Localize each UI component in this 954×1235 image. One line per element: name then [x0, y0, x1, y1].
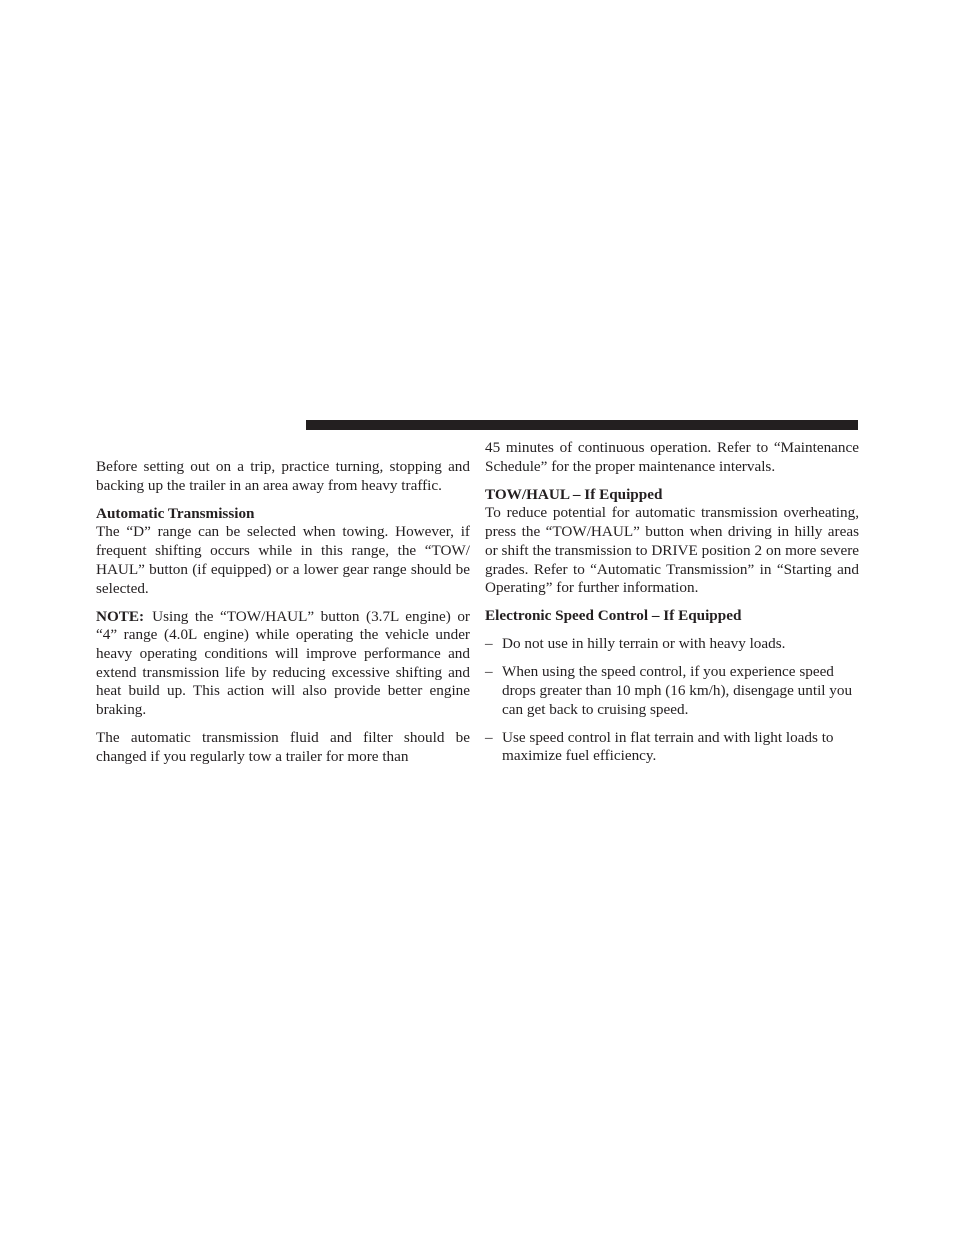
list-item — [485, 729, 859, 766]
intro-paragraph: Before setting out on a trip, practice turning, stopping and backing up the trailer in an area away from heavy traffic. — [96, 458, 470, 494]
list-item — [485, 635, 859, 654]
automatic-transmission-paragraph: The “D” range can be selected when towing. However, if frequent shifting occurs while in this range, the “TOW/ HAUL” button (if equipped) or a lower gear range should be selected. — [96, 523, 470, 597]
tow-haul-paragraph: To reduce potential for automatic transmission overheating, press the “TOW/HAUL” button when driving in hilly areas or shift the transmission to DRIVE position 2 on more severe grades. Refer to “Automatic Transmission” in “Starting and Operating” for further information. — [485, 504, 859, 597]
note-paragraph — [96, 608, 470, 720]
list-item-text: When using the speed control, if you experience speed drops greater than 10 mph (16 km/h), disengage until you can get back to cruising speed. — [502, 663, 853, 718]
list-item-text: Do not use in hilly terrain or with heavy loads. — [502, 635, 786, 653]
dash-bullet: – — [485, 635, 493, 653]
note-label: NOTE: — [96, 607, 145, 625]
speed-control-list — [485, 635, 859, 766]
heading-automatic-transmission: Automatic Transmission — [96, 504, 255, 522]
list-item-text: Use speed control in flat terrain and with light loads to maximize fuel efficiency. — [502, 728, 834, 765]
dash-bullet: – — [485, 663, 493, 681]
dash-bullet: – — [485, 728, 493, 746]
note-text: Using the “TOW/HAUL” button (3.7L engine) or “4” range (4.0L engine) while operating the vehicle under heavy operating conditions will improve performance and extend transmission life by reducing excessive shifting and heat build up. This action will also provide better engine braking. — [96, 607, 470, 719]
fluid-continued-paragraph: 45 minutes of continuous operation. Refer to “Maintenance Schedule” for the proper maintenance intervals. — [485, 439, 859, 475]
heading-tow-haul: TOW/HAUL – If Equipped — [485, 485, 663, 503]
left-column — [96, 458, 470, 766]
right-column — [485, 439, 859, 775]
fluid-paragraph: The automatic transmission fluid and filter should be changed if you regularly tow a trailer for more than — [96, 729, 470, 765]
list-item — [485, 663, 859, 719]
header-rule-bar — [306, 420, 858, 430]
heading-speed-control: Electronic Speed Control – If Equipped — [485, 607, 742, 625]
